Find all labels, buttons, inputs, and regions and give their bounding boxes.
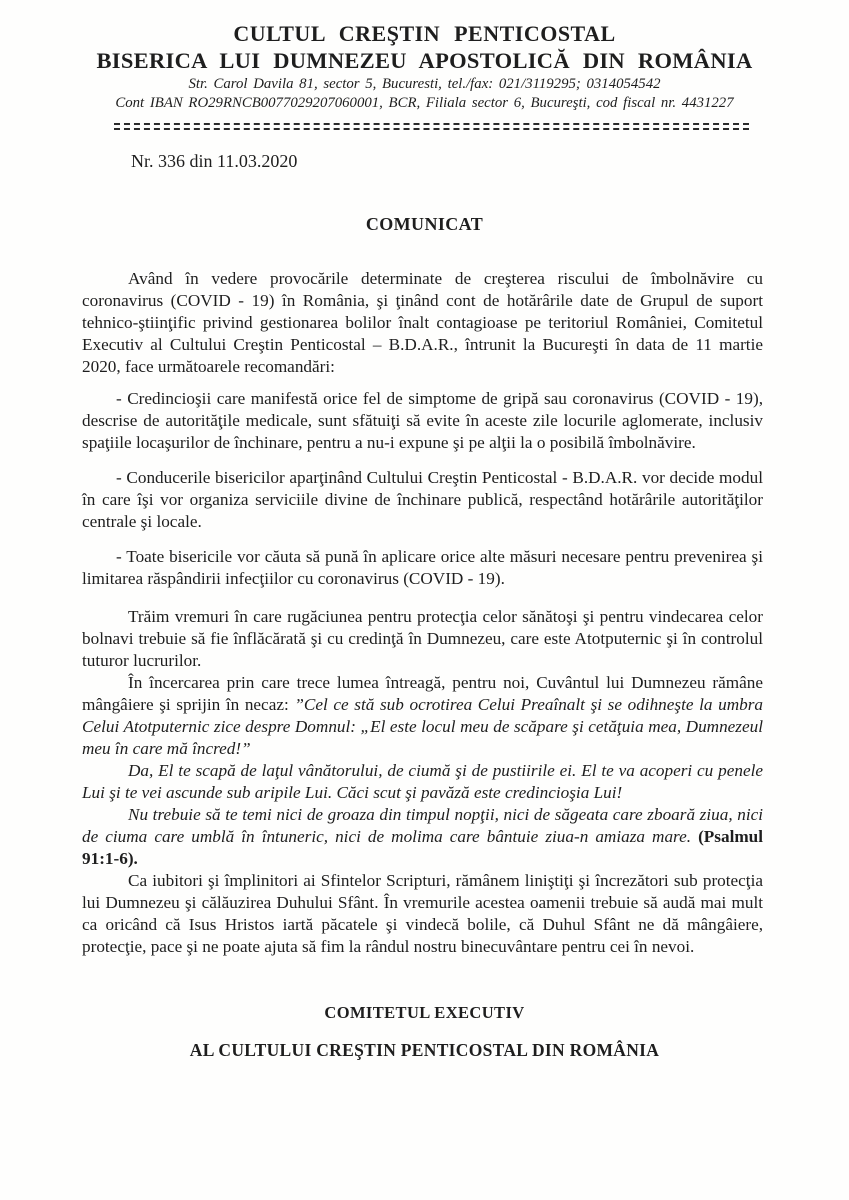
letterhead bbox=[0, 20, 849, 130]
letterhead-account: Cont IBAN RO29RNCB0077029207060001, BCR, Filiala sector 6, Bucureşti, cod fiscal nr. 4431227 bbox=[115, 95, 734, 111]
bullet-item-church-leaderships: - Conducerile bisericilor aparţinând Cultului Creştin Penticostal - B.D.A.R. vor decide modul în care îşi vor organiza serviciile divine de închinare publică, respectând hotărârile autorităţilor centrale şi locale. bbox=[82, 468, 763, 531]
document-body bbox=[82, 268, 763, 958]
paragraph-scripture-quote-1 bbox=[82, 672, 763, 760]
bullet-item-all-churches: - Toate bisericile vor căuta să pună în aplicare orice alte măsuri necesare pentru prevenirea şi limitarea răspândirii infecţiilor cu coronavirus (COVID - 19). bbox=[82, 547, 763, 588]
signature-block bbox=[0, 1002, 849, 1061]
signature-line1: COMITETUL EXECUTIV bbox=[324, 1003, 525, 1022]
quote-intro-text: În încercarea prin care trece lumea întreagă, pentru noi, Cuvântul lui Dumnezeu rămâne mângâiere şi sprijin în necaz: bbox=[82, 673, 763, 714]
letterhead-divider bbox=[114, 123, 749, 130]
org-name-line2: BISERICA LUI DUMNEZEU APOSTOLICĂ DIN ROMÂNIA bbox=[96, 48, 753, 73]
paragraph-scripture-quote-3 bbox=[82, 804, 763, 870]
signature-line2: AL CULTULUI CREŞTIN PENTICOSTAL DIN ROMÂNIA bbox=[189, 1040, 660, 1060]
psalm-reference: (Psalmul 91:1-6). bbox=[82, 827, 763, 868]
reference-number: Nr. 336 din 11.03.2020 bbox=[131, 151, 298, 171]
letterhead-address: Str. Carol Davila 81, sector 5, Bucuresti, tel./fax: 021/3119295; 0314054542 bbox=[188, 76, 661, 92]
paragraph-closing: Ca iubitori şi împlinitori ai Sfintelor Scripturi, rămânem liniştiţi şi încrezători sub protecţia lui Dumnezeu şi călăuzirea Duhului Sfânt. În vremurile acestea oamenii trebuie să audă mai mult ca oricând că Isus Hristos iartă păcatele şi vindecă bolile, că Duhul Sfânt ne dă mângâiere, protecţie, pace şi ne poate ajuta să fim la rândul nostru binecuvântare pentru cei în nevoi. bbox=[82, 871, 763, 956]
document-title: COMUNICAT bbox=[365, 214, 484, 234]
quote-italic-text: Nu trebuie să te temi nici de groaza din timpul nopţii, nici de săgeata care zboară ziua, nici de ciuma care umblă în întuneric, nici de molima care bântuie ziua-n amiaza mare. bbox=[82, 805, 763, 846]
quote-italic-text: ”Cel ce stă sub ocrotirea Celui Preaînalt şi se odihneşte la umbra Celui Atotputernic zice despre Domnul: „El este locul meu de scăpare şi cetăţuia mea, Dumnezeul meu în care mă încred!” bbox=[82, 695, 763, 758]
paragraph-prayer: Trăim vremuri în care rugăciunea pentru protecţia celor sănătoşi şi pentru vindecarea celor bolnavi trebuie să fie înflăcărată şi cu credinţă în Dumnezeu, care este Atotputernic şi în controlul tuturor lucrurilor. bbox=[82, 607, 763, 670]
quote-italic-text: Da, El te scapă de laţul vânătorului, de ciumă şi de pustiirile ei. El te va acoperi cu penele Lui şi te vei ascunde sub aripile Lui. Căci scut şi pavăză este credincioşia Lui! bbox=[82, 761, 763, 802]
org-name-line1: CULTUL CREŞTIN PENTICOSTAL bbox=[233, 21, 616, 46]
paragraph-intro: Având în vedere provocările determinate de creşterea riscului de îmbolnăvire cu coronavirus (COVID - 19) în România, şi ţinând cont de hotărârile date de Grupul de suport tehnico-ştiinţific privind gestionarea bolilor înalt contagioase pe teritoriul României, Comitetul Executiv al Cultului Creştin Penticostal – B.D.A.R., întrunit la Bucureşti în data de 11 martie 2020, face următoarele recomandări: bbox=[82, 269, 763, 376]
bullet-item-believers: - Credincioşii care manifestă orice fel de simptome de gripă sau coronavirus (COVID - 19), descrise de autorităţile medicale, sunt sfătuiţi să evite în aceste zile locurile aglomerate, inclusiv spaţiile locaşurilor de închinare, pentru a nu-i expune şi pe alţii la o posibilă îmbolnăvire. bbox=[82, 389, 763, 452]
paragraph-scripture-quote-2 bbox=[82, 760, 763, 804]
